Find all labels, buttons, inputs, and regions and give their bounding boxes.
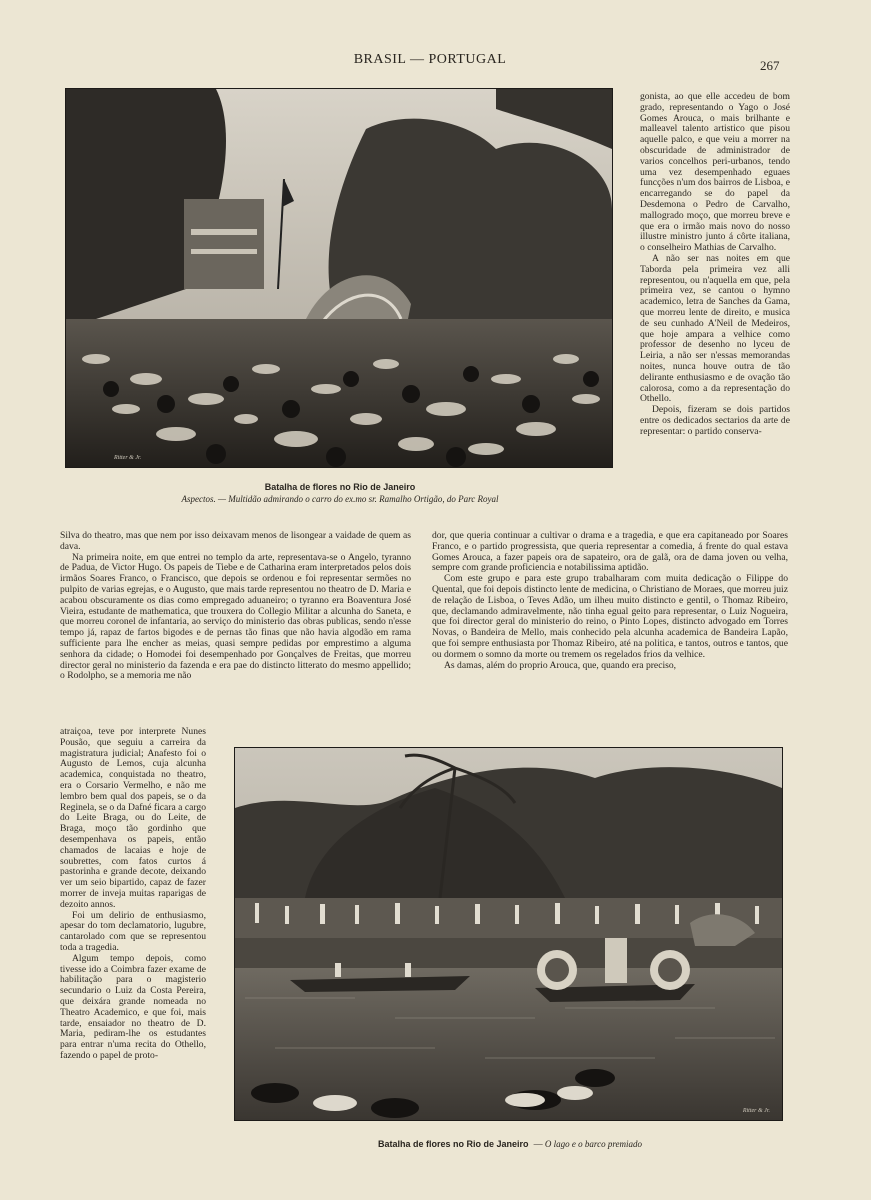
figure-2-title: Batalha de flores no Rio de Janeiro [378,1139,529,1149]
paragraph: Foi um delirio de enthusiasmo, apesar do tom declamatorio, lugubre, cantarolado com que se representou toda a tragedia. [60,909,206,953]
photo-signature: Ritter & Jr. [114,455,142,461]
figure-2-subtitle: O lago e o barco premiado [544,1139,642,1149]
paragraph: Com este grupo e para este grupo trabalharam com muita dedicação o Filippe do Quental, que foi depois distincto lente de medicina, o Christiano de Moraes, que morreu juiz de relação de Lisboa, o Teves Adão, um ilheu muito distincto e gentil, o Thomaz Ribeiro, que, declamando admiravelmente, não tinha egual geito para representar, o Luiz Nogueira, que foi director geral do ministerio do reino, o Pinto Lopes, distincto advogado em Torres Novas, o Bandeira de Mello, mais conhecido pela alcunha academica de Bandeira Lapão, que foi sempre enthusiasta por Thomaz Ribeiro, até na politica, e tantos, outros e tantos, que ou dormem o somno da morte ou tremem os regelados frios da velhice. [432,573,788,660]
paragraph: dor, que queria continuar a cultivar o drama e a tragedia, e que era capitaneado por Soares Franco, e o partido progressista, que queria representar a comedia, á frente do qual estava Gomes Arouca, a fazer papeis ora de sapateiro, ora de galã, ora de dama joven ou velha, sempre com grande proficiencia e notabilissima aptidão. [432,531,788,574]
page-number: 267 [760,58,780,73]
photo-crowd-parade [65,88,613,468]
paragraph: Na primeira noite, em que entrei no templo da arte, representava-se o Angelo, tyranno de Padua, de Victor Hugo. Os papeis de Tiebe e de Catharina eram interpretados pelos dois irmãos Soares Franco, o Francisco, que depois se ordenou e foi representar sermões no pulpito de varias egrejas, e o Augusto, que mais tarde representou no theatro de D. Maria e acabou obscuramente os dias como empregado aduaneiro; o tyranno era Boaventura José Vieira, estudante de mathematica, que trouxera do Collegio Militar a alcunha do Saneta, e que morreu coronel de infantaria, ao serviço do ministerio das obras publicas, sendo n'esse tempo já, rapaz de fartos bigodes e de pernas tão finas que não havia algodão em rama sufficiente para lhe encher as meias, quasi sempre pedidas por emprestimo a alguma senhora da cidade; o Homodei foi desempenhado por Gonçalves de Freitas, que morreu director geral no ministerio da fazenda e era pae do distincto litterato do mesmo appellido; o Rodolpho, se a memoria me não [60,551,411,682]
figure-2-caption [300,1132,720,1151]
text-column-bottom-left [60,727,206,1147]
figure-1-title: Batalha de flores no Rio de Janeiro [264,482,416,492]
running-header: BRASIL — PORTUGAL [353,52,507,67]
paragraph: Depois, fizeram se dois partidos entre os dedicados sectarios da arte de representar: o partido conserva- [640,404,790,437]
paragraph: gonista, ao que elle accedeu de bom grado, representando o Yago o José Gomes Arouca, o mais brilhante e malleavel talento artistico que pisou aquelle palco, e que veiu a morrer na obscuridade de administrador de varios concelhos peri-urbanos, tendo uma vez desempenhado eguaes funcções n'um dos bairros de Lisboa, e encarregando se do papel da Desdemona o Pedro de Carvalho, mallogrado moço, que morreu breve e que era o irmão mais novo do nosso illustre ministro junto á côrte italiana, o conselheiro Mathias de Carvalho. [640,92,790,254]
caption-dash: — [533,1139,545,1149]
text-column-right-top [640,92,790,514]
photo-signature: Ritter & Jr. [742,1108,770,1114]
text-column-middle-right [432,531,788,726]
photo-lake-image [235,748,782,1120]
photo-crowd-image [66,89,612,467]
paragraph: As damas, além do proprio Arouca, que, quando era preciso, [444,659,677,671]
photo-lake-boat [234,747,783,1121]
figure-1-subtitle: Aspectos. — Multidão admirando o carro do ex.mo sr. Ramalho Ortigão, do Parc Royal [181,494,499,504]
paragraph: A não ser nas noites em que Taborda pela primeira vez alli representou, ou n'aquella em que, pela primeira vez, se cantou o hymno academico, letra de Sanches da Gama, que morreu lente de direito, e musica de seu cunhado A'Neil de Medeiros, que hoje ampara a velhice como professor de desenho no lyceu de Leiria, a não ser n'essas memorandas noites, nunca houve outra de tão delirante enthusiasmo e de ovação tão calorosa, como a da representação do Othello. [640,252,790,405]
paragraph: atraiçoa, teve por interprete Nunes Pousão, que seguiu a carreira da magistratura judicial; Anafesto foi o Augusto de Lemos, cuja alcunha academica, conquistada no theatro, era o Corsario Vermelho, e não me lembro bem qual dos papeis, se o da Reginela, se o da Dafné ficara a cargo do Leite Braga, ou do Leite, de Braga, moço tão gordinho que desempenhava os papeis, então chamados de lacaias e hoje de soubrettes, com fatos curtos á pastorinha e grande decote, deixando ver um seio bipartido, capaz de fazer morrer de inveja muitas raparigas de dezoito annos. [60,727,206,910]
paragraph: Algum tempo depois, como tivesse ido a Coimbra fazer exame de habilitação para o magisterio secundario o Luiz da Costa Pereira, que deixára grande nomeada no Theatro Academico, e que foi, mais tarde, ensaiador no theatro de D. Maria, pediram-lhe os estudantes para entrar n'uma recita do Othello, fazendo o papel de proto- [60,952,206,1061]
text-column-middle-left [60,531,411,726]
paragraph: Silva do theatro, mas que nem por isso deixavam menos de lisongear a vaidade de quem as dava. [60,531,411,552]
